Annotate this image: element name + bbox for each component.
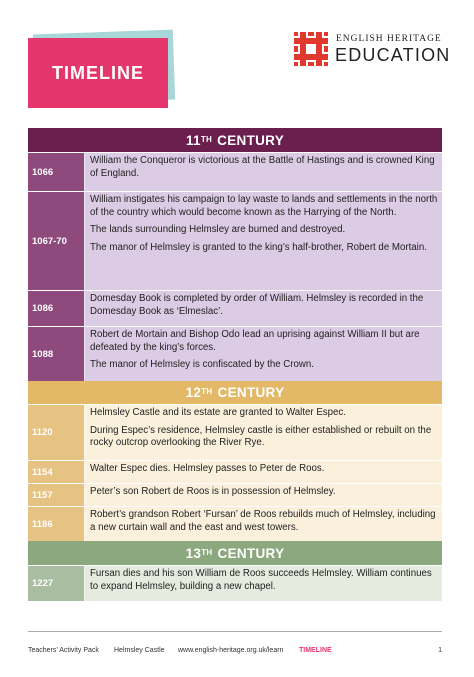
row-description (84, 507, 442, 541)
row-paragraph: Peter’s son Robert de Roos is in possession of Helmsley. (90, 486, 336, 497)
century-section-12 (28, 381, 442, 541)
century-section-13 (28, 541, 442, 601)
page-footer (28, 647, 442, 659)
footer-page-number: 1 (438, 647, 442, 654)
row-date: 1088 (28, 327, 84, 381)
tag-box (28, 38, 168, 108)
row-description (84, 327, 442, 381)
timeline-row (28, 191, 442, 290)
century-suffix: TH (201, 547, 213, 557)
row-paragraph: Helmsley Castle and its estate are granted to Walter Espec. (90, 407, 346, 418)
row-date: 1157 (28, 484, 84, 506)
row-paragraph: The lands surrounding Helmsley are burned and destroyed. (90, 224, 346, 235)
row-date: 1120 (28, 405, 84, 460)
timeline-tag (28, 34, 168, 108)
row-description (84, 192, 442, 290)
timeline-row (28, 565, 442, 601)
century-word: CENTURY (217, 385, 285, 400)
row-paragraph: Fursan dies and his son William de Roos succeeds Helmsley. William continues to expand Helmsley, building a new chapel. (90, 568, 432, 592)
tag-label: TIMELINE (52, 62, 144, 83)
row-paragraph: The manor of Helmsley is confiscated by the Crown. (90, 359, 314, 370)
row-description (84, 291, 442, 326)
century-section-11 (28, 128, 442, 381)
timeline-table (28, 128, 442, 601)
timeline-row (28, 326, 442, 381)
row-description (84, 405, 442, 460)
timeline-row (28, 506, 442, 541)
century-number: 12 (185, 385, 202, 400)
century-word: CENTURY (217, 132, 285, 148)
row-paragraph: William instigates his campaign to lay waste to lands and settlements in the north of the country which would become known as the Harrying of the North. (90, 194, 438, 218)
century-suffix: TH (200, 134, 213, 144)
century-word: CENTURY (217, 545, 285, 561)
row-paragraph: During Espec’s residence, Helmsley castle is either established or rebuilt on the rocky outcrop overlooking the River Rye. (90, 424, 432, 448)
row-date: 1227 (28, 566, 84, 601)
row-date: 1154 (28, 461, 84, 483)
timeline-row (28, 152, 442, 191)
row-paragraph: Walter Espec dies. Helmsley passes to Peter de Roos. (90, 463, 325, 474)
row-paragraph: Robert’s grandson Robert ‘Fursan’ de Roos rebuilds much of Helmsley, including a new curtain wall and the east and west towers. (90, 509, 436, 533)
english-heritage-logo-icon (294, 32, 328, 66)
footer-url-link[interactable]: www.english-heritage.org.uk/learn (178, 647, 284, 654)
row-date: 1186 (28, 507, 84, 541)
row-description (84, 461, 442, 483)
century-number: 11 (185, 132, 201, 148)
row-date: 1086 (28, 291, 84, 326)
row-description (84, 484, 442, 506)
footer-pack: Teachers’ Activity Pack (28, 647, 99, 654)
footer-site: Helmsley Castle (114, 647, 165, 654)
century-suffix: TH (201, 387, 213, 396)
century-number: 13 (185, 545, 202, 561)
row-paragraph: Robert de Mortain and Bishop Odo lead an uprising against William II but are defeated by the king’s forces. (90, 329, 420, 353)
row-paragraph: William the Conqueror is victorious at the Battle of Hastings and is crowned King of England. (90, 155, 435, 179)
logo-line1: ENGLISH HERITAGE (336, 34, 442, 44)
logo-line2: EDUCATION (335, 45, 451, 65)
timeline-row (28, 483, 442, 506)
timeline-row (28, 290, 442, 326)
row-paragraph: Domesday Book is completed by order of William. Helmsley is recorded in the Domesday Book as ‘Elmeslac’. (90, 293, 424, 317)
row-paragraph: The manor of Helmsley is granted to the king’s half-brother, Robert de Mortain. (90, 241, 427, 253)
century-header (28, 541, 442, 565)
century-header (28, 381, 442, 404)
row-date: 1066 (28, 153, 84, 191)
century-header (28, 128, 442, 152)
timeline-row (28, 404, 442, 460)
footer-divider (28, 631, 442, 632)
footer-section: TIMELINE (299, 647, 332, 654)
row-description (84, 153, 442, 191)
english-heritage-logo (292, 30, 452, 70)
timeline-row (28, 460, 442, 483)
row-description (84, 566, 442, 601)
row-date: 1067-70 (28, 192, 84, 290)
